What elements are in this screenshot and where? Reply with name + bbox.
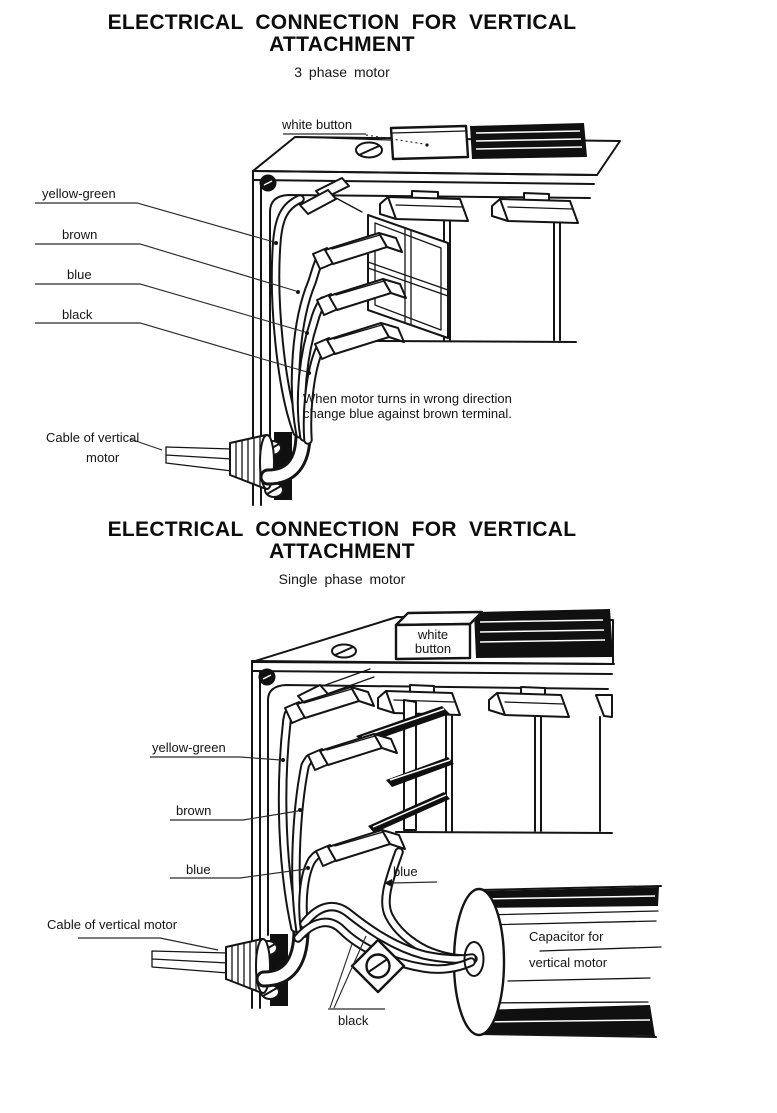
- corner-screw-icon: [260, 175, 277, 192]
- cable-gland: [152, 934, 288, 1006]
- title-line1: ELECTRICAL CONNECTION FOR VERTICAL: [107, 518, 577, 541]
- lid-screw-icon: [356, 143, 382, 158]
- subtitle-3phase: 3 phase motor: [294, 64, 390, 80]
- label-black: black: [62, 307, 93, 322]
- title-line2: ATTACHMENT: [269, 33, 415, 56]
- label-blue: blue: [67, 267, 92, 282]
- label-white-button: white button: [282, 117, 353, 132]
- title-line2: ATTACHMENT: [269, 540, 415, 563]
- label-capacitor-line2: vertical motor: [529, 955, 608, 970]
- wiring-note: [303, 391, 512, 421]
- terminal-block: [356, 700, 454, 833]
- label-blue-left: blue: [186, 862, 211, 877]
- note-line1: When motor turns in wrong direction: [303, 391, 512, 406]
- label-white-button: white button: [414, 627, 452, 656]
- label-yellow-green: yellow-green: [152, 740, 226, 755]
- spade-connector: [308, 734, 397, 770]
- title-3phase: [0, 12, 684, 80]
- label-cable: Cable of vertical motor: [47, 917, 178, 932]
- diagram-3phase-drawing: [35, 123, 620, 505]
- title-line1: ELECTRICAL CONNECTION FOR VERTICAL: [107, 11, 577, 34]
- subtitle-singlephase: Single phase motor: [278, 571, 406, 587]
- title-singlephase: [0, 519, 684, 587]
- label-cable-line1: Cable of vertical: [46, 430, 140, 445]
- motor-cable: [166, 447, 232, 471]
- black-terminal-cover: [474, 609, 613, 658]
- label-capacitor-line1: Capacitor for: [529, 929, 604, 944]
- label-cable-line2: motor: [86, 450, 120, 465]
- label-brown: brown: [62, 227, 98, 242]
- label-blue-middle: blue: [393, 864, 418, 879]
- note-line2: change blue against brown terminal.: [303, 406, 512, 421]
- cable-gland: [166, 432, 292, 500]
- diagram-singlephase-drawing: [78, 609, 661, 1037]
- label-black: black: [338, 1013, 369, 1028]
- label-yellow-green: yellow-green: [42, 186, 116, 201]
- motor-cable: [152, 951, 228, 973]
- label-brown: brown: [176, 803, 212, 818]
- corner-screw-icon: [259, 669, 276, 686]
- lid-screw-icon: [332, 645, 356, 658]
